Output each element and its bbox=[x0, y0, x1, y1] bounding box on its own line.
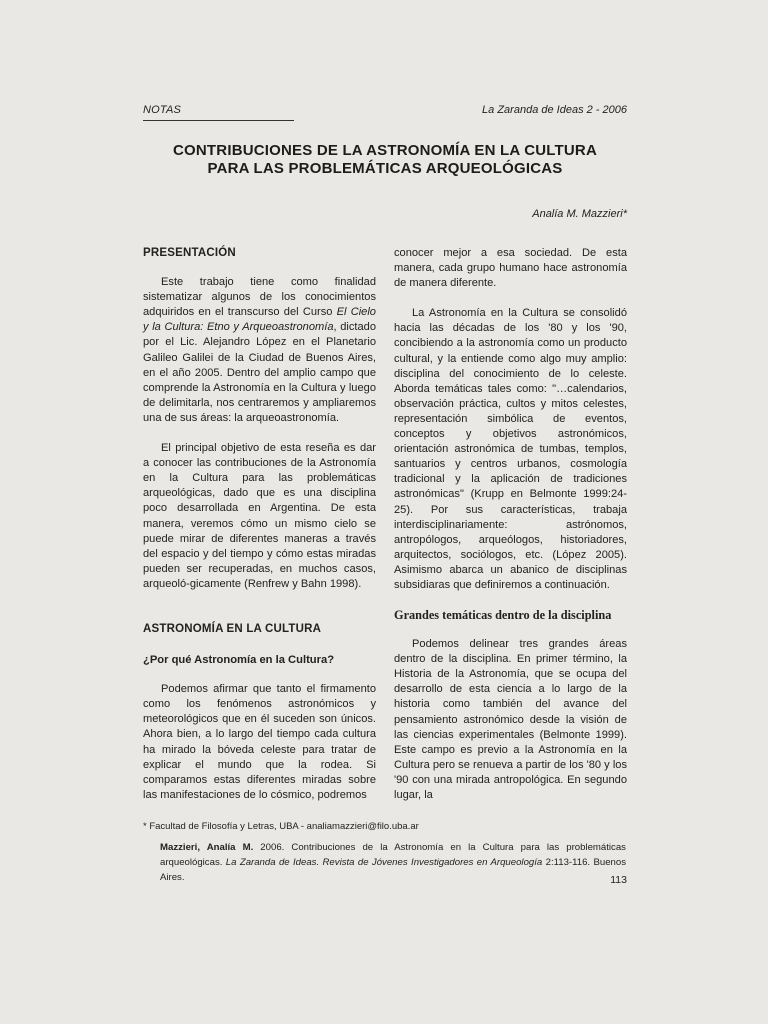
left-column bbox=[143, 246, 376, 803]
citation-journal: La Zaranda de Ideas. Revista de Jóvenes Investigadores en Arqueología bbox=[225, 857, 543, 868]
citation-author: Mazzieri, Analía M. bbox=[160, 842, 254, 853]
heading-presentacion: PRESENTACIÓN bbox=[143, 247, 236, 259]
footnote: * Facultad de Filosofía y Letras, UBA - analiamazzieri@filo.uba.ar bbox=[143, 821, 419, 832]
right-column bbox=[394, 246, 627, 803]
journal-reference: La Zaranda de Ideas 2 - 2006 bbox=[482, 104, 627, 116]
citation: Mazzieri, Analía M. 2006. Contribuciones de la Astronomía en la Cultura para las problemáticas arqueológicas. La Zaranda de Ideas. Revista de Jóvenes Investigadores en Arqueología 2:113-116. Buenos Aires. bbox=[160, 842, 626, 883]
paragraph-consolidacion: La Astronomía en la Cultura se consolidó hacia las décadas de los '80 y los '90, concibiendo a la astronomía como un producto cultural, y la entiende como algo muy amplio: disciplina del conocimiento de lo celeste. Aborda temáticas tales como: "…calendarios, observación práctica, cultos y mitos celestes, representación simbólica de eventos, conceptos y objetivos astronómicos, orientación astronómica de tumbas, templos, santuarios y centros urbanos, cosmología tradicional y la aplicación de tradiciones astronómicas" (Krupp en Belmonte 1999:24-25). Por sus características, trabaja interdisciplinariamente: astrónomos, antropólogos, arqueólogos, historiadores, arquitectos, sociólogos, etc. (López 2005). Asimismo abarca un abanico de disciplinas subsidiaras que definiremos a continuación. bbox=[394, 307, 627, 591]
header-rule bbox=[143, 120, 294, 121]
title-line-1: CONTRIBUCIONES DE LA ASTRONOMÍA EN LA CULTURA bbox=[173, 142, 597, 159]
paragraph-presentacion-2: El principal objetivo de esta reseña es dar a conocer las contribuciones de la Astronomía en la Cultura para las problemáticas arqueológicas, dado que es una disciplina poco desarrollada en Argentina. De esta manera, veremos cómo un mismo cielo se puede mirar de diferentes maneras a través del espacio y del tiempo y cómo estas miradas pueden ser recuperadas, en muchos casos, arqueoló-gicamente (Renfrew y Bahn 1998). bbox=[143, 442, 376, 590]
page-number: 113 bbox=[610, 874, 627, 886]
article-title bbox=[143, 142, 627, 178]
heading-astronomia-cultura: ASTRONOMÍA EN LA CULTURA bbox=[143, 622, 322, 635]
paragraph-grandes-areas: Podemos delinear tres grandes áreas dentro de la disciplina. En primer término, la Historia de la Astronomía, que se ocupa del desarrollo de esta ciencia a lo largo de la historia como también del avance del pensamiento astronómico desde la visión de las ciencias experimentales (Belmonte 1999). Este campo es previo a la Astronomía en la Cultura pero se renueva a partir de los '80 y los '90 con una mirada antropológica. En segundo lugar, la bbox=[394, 638, 627, 801]
author-name: Analía M. Mazzieri* bbox=[532, 208, 627, 220]
paragraph-continued: conocer mejor a esa sociedad. De esta manera, cada grupo humano hace astronomía de manera diferente. bbox=[394, 247, 627, 290]
running-head bbox=[143, 104, 627, 124]
section-label: NOTAS bbox=[143, 104, 182, 116]
subheading-por-que: ¿Por qué Astronomía en la Cultura? bbox=[143, 654, 335, 667]
heading-grandes-tematicas: Grandes temáticas dentro de la disciplina bbox=[394, 608, 612, 623]
paragraph-presentacion-1: Este trabajo tiene como finalidad sistematizar algunos de los conocimientos adquiridos en el transcurso del Curso El Cielo y la Cultura: Etno y Arqueoastronomía, dictado por el Lic. Alejandro López en el Planetario Galileo Galilei de la Ciudad de Buenos Aires, en el año 2005. Dentro del amplio campo que comprende la Astronomía en la Cultura y luego de delimitarla, nos centraremos y ampliaremos una de sus áreas: la arqueoastronomía. bbox=[143, 276, 377, 424]
title-line-2: PARA LAS PROBLEMÁTICAS ARQUEOLÓGICAS bbox=[207, 160, 563, 177]
paragraph-por-que: Podemos afirmar que tanto el firmamento como los fenómenos astronómicos y meteorológicos que en él suceden son únicos. Ahora bien, a lo largo del tiempo cada cultura ha mirado la bóveda celeste para tratar de explicar el mundo que la rodea. Si comparamos estas diferentes miradas sobre las manifestaciones de lo cósmico, podremos bbox=[143, 683, 376, 801]
